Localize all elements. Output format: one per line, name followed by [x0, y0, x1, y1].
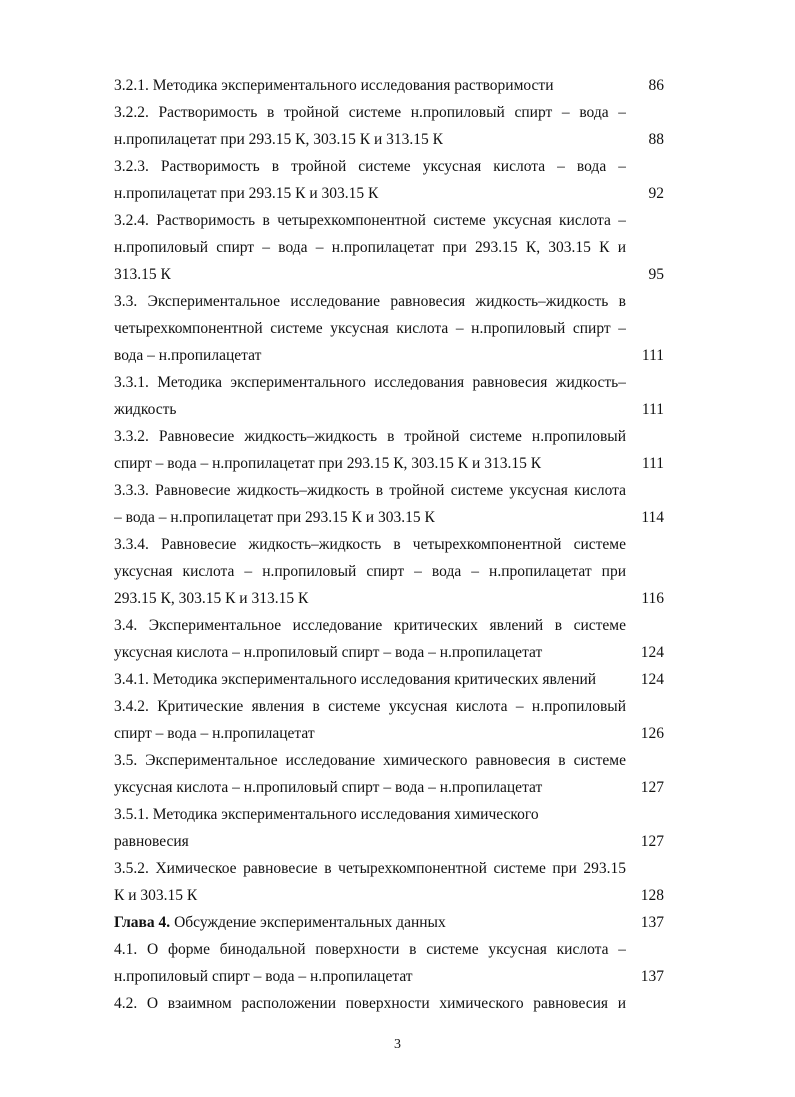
toc-page-number: 124	[640, 644, 664, 661]
toc-line	[114, 963, 664, 990]
toc-entry	[114, 99, 664, 153]
toc-line	[114, 585, 664, 612]
toc-entry	[114, 153, 664, 207]
toc-line-text: н.пропиловый спирт – вода – н.пропилацетат	[114, 968, 413, 985]
toc-entry	[114, 936, 664, 990]
toc-line-text: четырехкомпонентной системе уксусная кислота – н.пропиловый спирт –	[114, 320, 626, 337]
toc-page-number: 127	[640, 779, 664, 796]
toc-page-number: 92	[648, 185, 664, 202]
toc-line	[114, 369, 664, 396]
toc-page-number: 114	[641, 509, 664, 526]
toc-line-text: уксусная кислота – н.пропиловый спирт – вода – н.пропилацетат	[114, 644, 543, 661]
toc-entry	[114, 477, 664, 531]
toc-line	[114, 72, 664, 99]
toc-line	[114, 855, 664, 882]
toc-page-number: 124	[640, 671, 664, 688]
toc-line	[114, 639, 664, 666]
toc-page-number: 137	[640, 968, 664, 985]
toc-line-text: н.пропиловый спирт – вода – н.пропилацетат при 293.15 К, 303.15 К и	[114, 239, 626, 256]
toc-line	[114, 882, 664, 909]
toc-page-number: 111	[641, 455, 664, 472]
toc-line-text: жидкость	[114, 401, 177, 418]
toc-line-text: 3.4. Экспериментальное исследование критических явлений в системе	[114, 617, 626, 634]
toc-entry	[114, 747, 664, 801]
chapter-heading-text	[114, 909, 626, 936]
toc-line-text: – вода – н.пропилацетат при 293.15 К и 303.15 К	[114, 509, 435, 526]
toc-line	[114, 936, 664, 963]
page-number: 3	[394, 1037, 401, 1052]
toc-line	[114, 423, 664, 450]
toc-line	[114, 477, 664, 504]
toc-line-text: спирт – вода – н.пропилацетат	[114, 725, 315, 742]
toc-page-number: 128	[640, 887, 664, 904]
chapter-heading	[114, 909, 664, 936]
toc-line-text: 3.2.3. Растворимость в тройной системе уксусная кислота – вода –	[114, 158, 626, 175]
toc-page-number: 111	[641, 347, 664, 364]
toc-entry	[114, 855, 664, 909]
toc-line-text: 3.5.2. Химическое равновесие в четырехкомпонентной системе при 293.15	[114, 860, 626, 877]
toc-line-text: 293.15 К, 303.15 К и 313.15 К	[114, 590, 309, 607]
toc-line	[114, 234, 664, 261]
toc-line-text: н.пропилацетат при 293.15 К, 303.15 К и 313.15 К	[114, 131, 443, 148]
toc-page-number: 137	[640, 914, 664, 931]
toc-line-text: 4.2. О взаимном расположении поверхности химического равновесия и	[114, 995, 626, 1012]
toc-line-text: н.пропилацетат при 293.15 К и 303.15 К	[114, 185, 379, 202]
toc-line-text: 3.5. Экспериментальное исследование химического равновесия в системе	[114, 752, 626, 769]
toc-line-text: 3.2.2. Растворимость в тройной системе н.пропиловый спирт – вода –	[114, 104, 626, 121]
toc-line-text: 313.15 К	[114, 266, 171, 283]
toc-entry	[114, 288, 664, 369]
toc-page-number: 88	[648, 131, 664, 148]
toc-line	[114, 504, 664, 531]
toc-line	[114, 288, 664, 315]
toc-line	[114, 396, 664, 423]
toc-line	[114, 558, 664, 585]
toc-line	[114, 261, 664, 288]
toc-line	[114, 126, 664, 153]
toc-line	[114, 180, 664, 207]
toc-entry	[114, 693, 664, 747]
toc-line	[114, 666, 664, 693]
toc-line-text: уксусная кислота – н.пропиловый спирт – вода – н.пропилацетат	[114, 779, 543, 796]
toc-page-number: 116	[641, 590, 664, 607]
chapter-title: Обсуждение экспериментальных данных	[170, 914, 446, 931]
toc-line-text: 3.3.1. Методика экспериментального исследования равновесия жидкость–	[114, 374, 626, 391]
toc-entry	[114, 801, 664, 855]
toc-line	[114, 207, 664, 234]
toc-line-text: 3.2.4. Растворимость в четырехкомпонентной системе уксусная кислота –	[114, 212, 626, 229]
toc-page-number: 111	[641, 401, 664, 418]
toc-line	[114, 693, 664, 720]
toc-line-text: К и 303.15 К	[114, 887, 198, 904]
toc-line	[114, 531, 664, 558]
toc-line-text: 3.5.1. Методика экспериментального исследования химического	[114, 806, 539, 823]
toc-page-number: 126	[640, 725, 664, 742]
toc-line-text: 3.3.3. Равновесие жидкость–жидкость в тройной системе уксусная кислота	[114, 482, 626, 499]
toc-line-text: 3.4.1. Методика экспериментального исследования критических явлений	[114, 671, 597, 688]
toc-entry	[114, 207, 664, 288]
toc-line-text: уксусная кислота – н.пропиловый спирт – вода – н.пропилацетат при	[114, 563, 626, 580]
chapter-label: Глава 4.	[114, 914, 171, 931]
toc-line	[114, 342, 664, 369]
toc-line-text: вода – н.пропилацетат	[114, 347, 262, 364]
toc-line	[114, 612, 664, 639]
toc-line	[114, 153, 664, 180]
toc-entry	[114, 369, 664, 423]
toc-entry	[114, 612, 664, 666]
toc-line-text: спирт – вода – н.пропилацетат при 293.15 К, 303.15 К и 313.15 К	[114, 455, 542, 472]
toc-line	[114, 828, 664, 855]
toc-entry	[114, 990, 664, 1017]
toc-line	[114, 801, 664, 828]
toc-line	[114, 990, 664, 1017]
toc-entry	[114, 666, 664, 693]
toc-line-text: 4.1. О форме бинодальной поверхности в системе уксусная кислота –	[114, 941, 626, 958]
toc-entry	[114, 423, 664, 477]
toc-page-number: 95	[648, 266, 664, 283]
toc-line	[114, 99, 664, 126]
toc-page-number: 127	[640, 833, 664, 850]
toc-line-text: 3.3.2. Равновесие жидкость–жидкость в тройной системе н.пропиловый	[114, 428, 626, 445]
toc-line	[114, 315, 664, 342]
toc-line-text: 3.2.1. Методика экспериментального исследования растворимости	[114, 77, 554, 94]
toc-entry	[114, 72, 664, 99]
toc-line	[114, 720, 664, 747]
toc-line	[114, 747, 664, 774]
toc-line-text: 3.4.2. Критические явления в системе уксусная кислота – н.пропиловый	[114, 698, 626, 715]
toc-line-text: равновесия	[114, 833, 189, 850]
toc-page-number: 86	[648, 77, 664, 94]
toc-entry	[114, 531, 664, 612]
toc-line-text: 3.3. Экспериментальное исследование равновесия жидкость–жидкость в	[114, 293, 626, 310]
table-of-contents	[114, 72, 664, 1017]
toc-line-text: 3.3.4. Равновесие жидкость–жидкость в четырехкомпонентной системе	[114, 536, 626, 553]
toc-line	[114, 774, 664, 801]
toc-line	[114, 450, 664, 477]
